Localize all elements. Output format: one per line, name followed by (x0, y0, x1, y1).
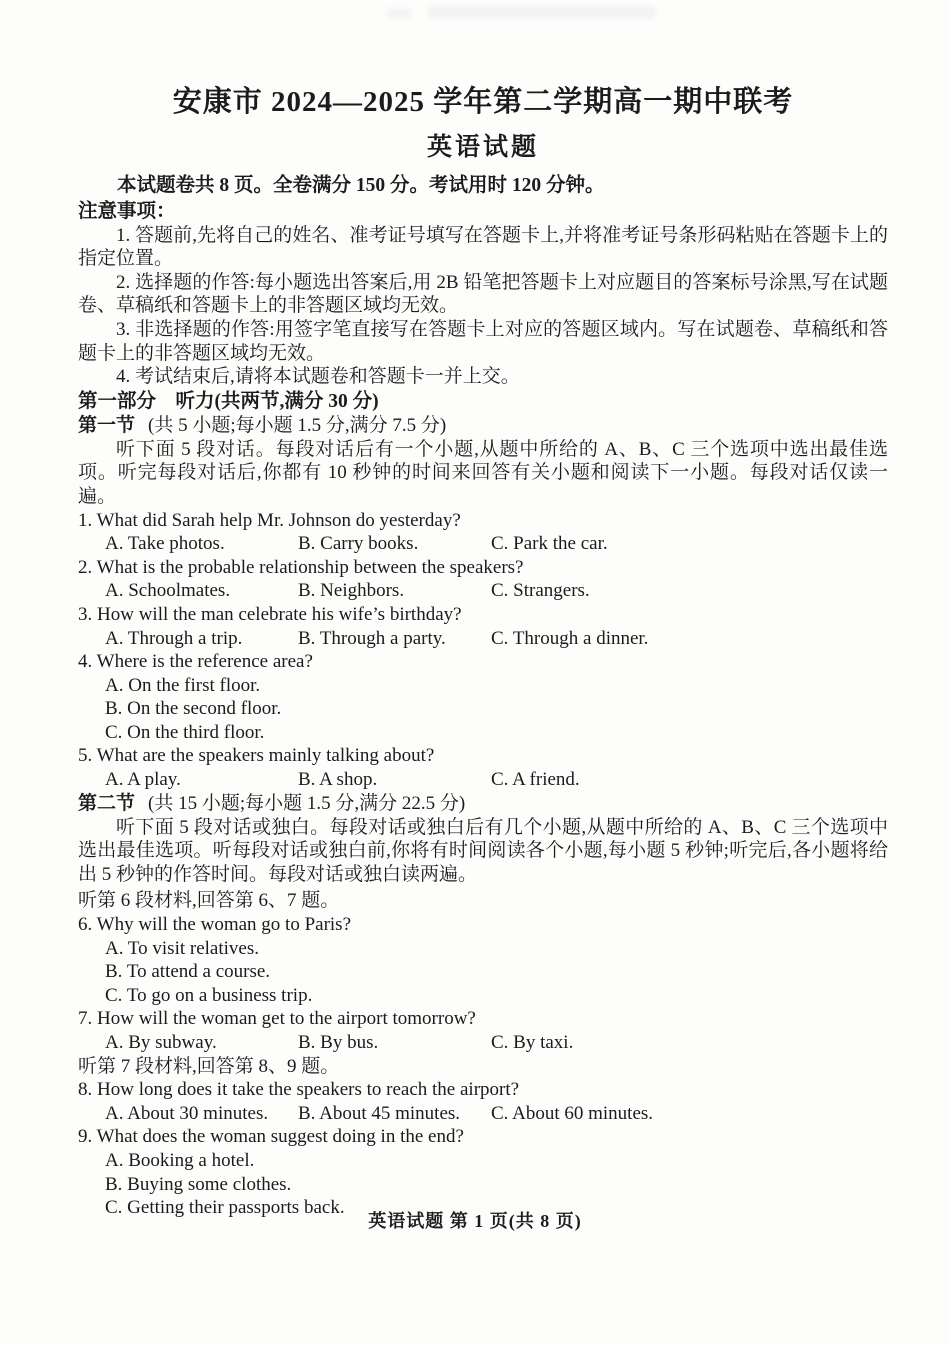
notice-item-3: 3. 非选择题的作答:用签字笔直接写在答题卡上对应的答题区域内。写在试题卷、草稿纸和答题卡上的非答题区域均无效。 (78, 318, 888, 364)
option-b: B. To attend a course. (105, 961, 271, 983)
question-stem: 8. How long does it take the speakers to reach the airport? (78, 1079, 520, 1101)
option-b: B. About 45 minutes. (298, 1102, 461, 1124)
question-stem: 4. Where is the reference area? (78, 651, 313, 673)
section2-heading (78, 792, 888, 816)
option-b: B. A shop. (298, 769, 378, 791)
option-c: C. On the third floor. (105, 721, 265, 743)
page-title: 安康市 2024—2025 学年第二学期高一期中联考 (172, 86, 794, 118)
question-2 (78, 556, 888, 603)
option-b: B. Buying some clothes. (105, 1173, 292, 1195)
option-b: B. By bus. (298, 1032, 379, 1053)
exam-info-line: 本试题卷共 8 页。全卷满分 150 分。考试用时 120 分钟。 (117, 175, 605, 196)
option-c: C. Park the car. (491, 533, 608, 555)
option-c: C. To go on a business trip. (105, 984, 313, 1006)
question-options (78, 1102, 888, 1126)
page-footer: 英语试题 第 1 页(共 8 页) (368, 1211, 582, 1231)
question-options (78, 579, 888, 603)
option-a: A. About 30 minutes. (105, 1102, 269, 1124)
question-stem: 1. What did Sarah help Mr. Johnson do yesterday? (78, 509, 461, 531)
question-options (78, 674, 888, 745)
option-c: C. About 60 minutes. (491, 1102, 654, 1124)
option-b: B. Through a party. (298, 627, 446, 649)
question-4 (78, 650, 888, 744)
material-6-note: 听第 6 段材料,回答第 6、7 题。 (78, 890, 340, 912)
option-b: B. On the second floor. (105, 698, 282, 720)
notice-heading: 注意事项： (78, 201, 176, 222)
question-stem: 9. What does the woman suggest doing in the end? (78, 1126, 464, 1148)
option-a: A. Take photos. (105, 533, 225, 555)
scan-artifact (386, 8, 412, 18)
section1-label: 第一节 (78, 414, 136, 436)
question-stem: 6. Why will the woman go to Paris? (78, 914, 352, 936)
option-a: A. A play. (105, 769, 181, 791)
question-options (78, 768, 888, 792)
part1-heading: 第一部分 听力(共两节,满分 30 分) (78, 390, 379, 412)
question-6 (78, 913, 888, 1007)
question-options (78, 937, 888, 1008)
section2-label: 第二节 (78, 792, 136, 814)
scan-artifact (428, 6, 656, 19)
notice-item-4: 4. 考试结束后,请将本试题卷和答题卡一并上交。 (116, 366, 520, 388)
question-8 (78, 1078, 888, 1125)
question-options (78, 1031, 888, 1055)
question-stem: 5. What are the speakers mainly talking about? (78, 745, 435, 767)
option-a: A. Through a trip. (105, 627, 243, 649)
notice-item-2: 2. 选择题的作答:每小题选出答案后,用 2B 铅笔把答题卡上对应题目的答案标号涂黑,写在试题卷、草稿纸和答题卡上的非答题区域均无效。 (78, 271, 888, 317)
material-7-note: 听第 7 段材料,回答第 8、9 题。 (78, 1055, 340, 1077)
option-b: B. Neighbors. (298, 580, 405, 602)
option-c: C. Strangers. (491, 580, 590, 602)
section1-intro: 听下面 5 段对话。每段对话后有一个小题,从题中所给的 A、B、C 三个选项中选出最佳选项。听完每段对话后,你都有 10 秒钟的时间来回答有关小题和阅读下一小题。每段对话仅读一遍。 (78, 438, 888, 507)
question-9 (78, 1125, 888, 1219)
option-c: C. Getting their passports back. (105, 1197, 345, 1219)
option-b: B. Carry books. (298, 533, 419, 555)
question-7 (78, 1007, 888, 1054)
section1-heading (78, 414, 888, 438)
option-a: A. Schoolmates. (105, 580, 231, 602)
question-options (78, 627, 888, 651)
section2-intro: 听下面 5 段对话或独白。每段对话或独白后有几个小题,从题中所给的 A、B、C 三个选项中选出最佳选项。听每段对话或独白前,你将有时间阅读各个小题,每小题 5 秒钟;听完后,各小题将给出 5 秒钟的作答时间。每段对话或独白读两遍。 (78, 816, 888, 885)
question-stem: 7. How will the woman get to the airport tomorrow? (78, 1008, 476, 1030)
section1-meta: (共 5 小题;每小题 1.5 分,满分 7.5 分) (148, 414, 447, 436)
option-a: A. By subway. (105, 1032, 217, 1053)
exam-subject-title: 英语试题 (426, 134, 539, 161)
question-1 (78, 509, 888, 556)
option-a: A. Booking a hotel. (105, 1149, 255, 1171)
section2-meta: (共 15 小题;每小题 1.5 分,满分 22.5 分) (148, 792, 466, 814)
option-c: C. Through a dinner. (491, 627, 649, 649)
option-c: C. A friend. (491, 769, 580, 791)
question-options (78, 532, 888, 556)
option-a: A. To visit relatives. (105, 937, 259, 959)
question-stem: 3. How will the man celebrate his wife’s birthday? (78, 603, 462, 625)
option-c: C. By taxi. (491, 1032, 574, 1053)
notice-item-1: 1. 答题前,先将自己的姓名、准考证号填写在答题卡上,并将准考证号条形码粘贴在答题卡上的指定位置。 (78, 224, 888, 270)
question-3 (78, 603, 888, 650)
option-a: A. On the first floor. (105, 674, 261, 696)
question-stem: 2. What is the probable relationship between the speakers? (78, 556, 524, 578)
question-5 (78, 744, 888, 791)
